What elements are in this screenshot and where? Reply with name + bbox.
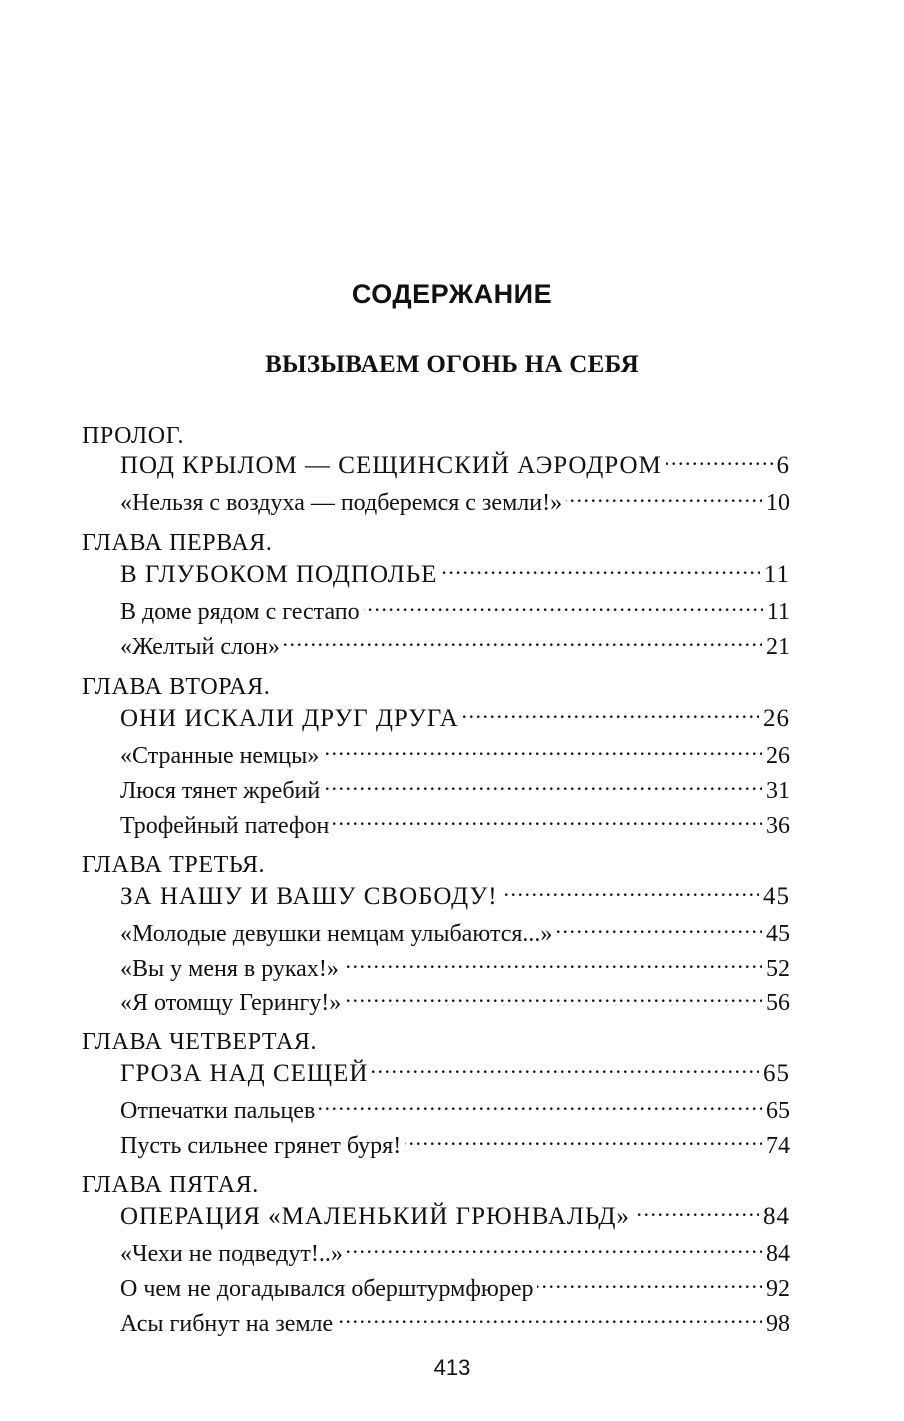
entry-page: 52: [766, 956, 790, 982]
dot-leader: [502, 884, 759, 904]
toc-entry[interactable]: [120, 1309, 790, 1339]
dot-leader: [347, 1241, 762, 1261]
entry-title: «Чехи не подведут!..»: [120, 1241, 343, 1267]
entry-page: 21: [766, 634, 790, 660]
entry-title: Пусть сильнее грянет буря!: [120, 1133, 402, 1159]
dot-leader: [666, 453, 773, 473]
entry-title: ПОД КРЫЛОМ — СЕЩИНСКИЙ АЭРОДРОМ: [120, 452, 662, 479]
dot-leader: [284, 634, 762, 654]
toc-entry[interactable]: [120, 988, 790, 1018]
dot-leader: [463, 706, 759, 726]
entry-title: ГРОЗА НАД СЕЩЕЙ: [120, 1060, 369, 1087]
chapter-label: ГЛАВА ТРЕТЬЯ.: [82, 852, 266, 878]
dot-leader: [537, 1276, 762, 1296]
entry-page: 6: [776, 452, 790, 479]
prologue-title-entry[interactable]: [120, 451, 790, 481]
toc-entry[interactable]: [120, 741, 790, 771]
toc-entry[interactable]: [120, 811, 790, 841]
chapter-label: ГЛАВА ЧЕТВЕРТАЯ.: [82, 1029, 318, 1055]
entry-page: 56: [766, 990, 790, 1016]
chapter-title-entry[interactable]: [120, 882, 790, 912]
entry-page: 92: [766, 1276, 790, 1302]
dot-leader: [323, 743, 762, 763]
page-heading: СОДЕРЖАНИЕ: [351, 279, 553, 309]
dot-leader: [566, 490, 762, 510]
entry-title: «Нельзя с воздуха — подберемся с земли!»: [120, 490, 563, 516]
entry-page: 31: [766, 778, 790, 804]
entry-page: 84: [763, 1203, 790, 1230]
entry-page: 10: [766, 490, 790, 516]
dot-leader: [337, 1311, 762, 1331]
entry-page: 98: [766, 1311, 790, 1337]
dot-leader: [634, 1204, 759, 1224]
chapter-label: ГЛАВА ВТОРАЯ.: [82, 674, 271, 700]
entry-page: 11: [763, 561, 790, 588]
dot-leader: [556, 921, 762, 941]
toc-entry[interactable]: [120, 1274, 790, 1304]
entry-page: 26: [766, 743, 790, 769]
table-of-contents: [82, 0, 790, 1421]
toc-entry[interactable]: [120, 1239, 790, 1269]
entry-page: 74: [766, 1133, 790, 1159]
chapter-label: ГЛАВА ПЕРВАЯ.: [82, 530, 273, 556]
dot-leader: [345, 990, 762, 1010]
toc-entry[interactable]: [120, 488, 790, 518]
entry-title: «Молодые девушки немцам улыбаются...»: [120, 921, 553, 947]
dot-leader: [364, 599, 763, 619]
dot-leader: [343, 956, 762, 976]
book-title: ВЫЗЫВАЕМ ОГОНЬ НА СЕБЯ: [265, 351, 639, 378]
toc-entry[interactable]: [120, 597, 790, 627]
dot-leader: [405, 1133, 762, 1153]
chapter-title-entry[interactable]: [120, 1202, 790, 1232]
dot-leader: [319, 1098, 762, 1118]
dot-leader: [441, 562, 760, 582]
toc-entry[interactable]: [120, 632, 790, 662]
entry-title: Люся тянет жребий: [120, 778, 321, 804]
entry-page: 36: [766, 813, 790, 839]
entry-title: Асы гибнут на земле: [120, 1311, 334, 1337]
toc-entry[interactable]: [120, 776, 790, 806]
entry-title: «Я отомщу Герингу!»: [120, 990, 342, 1016]
toc-entry[interactable]: [120, 1131, 790, 1161]
entry-title: ЗА НАШУ И ВАШУ СВОБОДУ!: [120, 883, 498, 910]
chapter-title-entry[interactable]: [120, 704, 790, 734]
entry-title: ОНИ ИСКАЛИ ДРУГ ДРУГА: [120, 705, 459, 732]
entry-page: 84: [766, 1241, 790, 1267]
prologue-label: ПРОЛОГ.: [82, 423, 185, 449]
dot-leader: [372, 1061, 759, 1081]
chapter-title-entry[interactable]: [120, 1059, 790, 1089]
entry-page: 65: [763, 1060, 790, 1087]
entry-page: 65: [766, 1098, 790, 1124]
entry-title: «Странные немцы»: [120, 743, 320, 769]
entry-title: В доме рядом с гестапо: [120, 599, 360, 625]
toc-entry[interactable]: [120, 919, 790, 949]
entry-page: 45: [766, 921, 790, 947]
entry-title: Отпечатки пальцев: [120, 1098, 316, 1124]
entry-title: «Вы у меня в руках!»: [120, 956, 339, 982]
entry-title: О чем не догадывался оберштурмфюрер: [120, 1276, 534, 1302]
toc-entry[interactable]: [120, 954, 790, 984]
entry-title: Трофейный патефон: [120, 813, 330, 839]
dot-leader: [324, 778, 762, 798]
entry-title: «Желтый слон»: [120, 634, 280, 660]
entry-title: ОПЕРАЦИЯ «МАЛЕНЬКИЙ ГРЮНВАЛЬД»: [120, 1203, 630, 1230]
chapter-label: ГЛАВА ПЯТАЯ.: [82, 1172, 259, 1198]
dot-leader: [333, 813, 762, 833]
entry-page: 26: [763, 705, 790, 732]
toc-entry[interactable]: [120, 1096, 790, 1126]
entry-page: 45: [763, 883, 790, 910]
page-number: 413: [433, 1355, 471, 1380]
entry-title: В ГЛУБОКОМ ПОДПОЛЬЕ: [120, 561, 438, 588]
chapter-title-entry[interactable]: [120, 560, 790, 590]
entry-page: 11: [766, 599, 790, 625]
